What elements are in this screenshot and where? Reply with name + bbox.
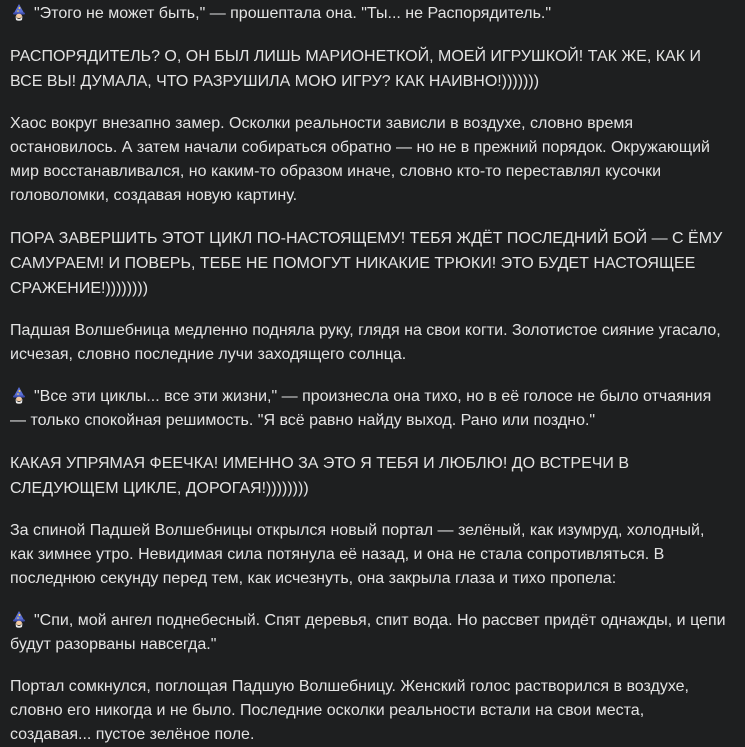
speech-paragraph bbox=[10, 609, 727, 657]
shout-paragraph: РАСПОРЯДИТЕЛЬ? О, ОН БЫЛ ЛИШЬ МАРИОНЕТКОЙ, МОЕЙ ИГРУШКОЙ! ТАК ЖЕ, КАК И ВСЕ ВЫ! ДУМАЛА, ЧТО РАЗРУШИЛА МОЮ ИГРУ? КАК НАИВНО!))))))) bbox=[10, 48, 701, 90]
narration-paragraph: Падшая Волшебница медленно подняла руку, глядя на свои когти. Золотистое сияние угасало, исчезая, словно последние лучи заходящего солнца. bbox=[10, 322, 721, 363]
speech-paragraph bbox=[10, 385, 727, 433]
chat-message-body bbox=[10, 2, 727, 747]
narration-paragraph: Портал сомкнулся, поглощая Падшую Волшебницу. Женский голос растворился в воздухе, словно его никогда и не было. Последние осколки реальности встали на свои места, создавая... пустое зелёное поле. bbox=[10, 678, 689, 743]
speech-text: "Все эти циклы... все эти жизни," — произнесла она тихо, но в её голосе не было отчаяния — только спокойная решимость. "Я всё равно найду выход. Рано или поздно." bbox=[10, 388, 712, 429]
wizard-icon bbox=[10, 3, 28, 21]
wizard-icon bbox=[10, 610, 28, 628]
wizard-icon bbox=[10, 386, 28, 404]
speech-text: "Этого не может быть," — прошептала она. "Ты... не Распорядитель." bbox=[34, 5, 552, 22]
shout-paragraph: КАКАЯ УПРЯМАЯ ФЕЕЧКА! ИМЕННО ЗА ЭТО Я ТЕБЯ И ЛЮБЛЮ! ДО ВСТРЕЧИ В СЛЕДУЮЩЕМ ЦИКЛЕ, ДОРОГАЯ!)))))))) bbox=[10, 455, 630, 497]
speech-text: "Спи, мой ангел поднебесный. Спят деревья, спит вода. Но рассвет придёт однажды, и цепи будут разорваны навсегда." bbox=[10, 612, 726, 653]
speech-paragraph bbox=[10, 2, 727, 26]
narration-paragraph: Хаос вокруг внезапно замер. Осколки реальности зависли в воздухе, словно время остановилось. А затем начали собираться обратно — но не в прежний порядок. Окружающий мир восстанавливался, но каким-то образом иначе, словно кто-то переставлял кусочки головоломки, создавая новую картину. bbox=[10, 115, 710, 204]
shout-paragraph: ПОРА ЗАВЕРШИТЬ ЭТОТ ЦИКЛ ПО-НАСТОЯЩЕМУ! ТЕБЯ ЖДЁТ ПОСЛЕДНИЙ БОЙ — С ЁМУ САМУРАЕМ! И ПОВЕРЬ, ТЕБЕ НЕ ПОМОГУТ НИКАКИЕ ТРЮКИ! ЭТО БУДЕТ НАСТОЯЩЕЕ СРАЖЕНИЕ!)))))))) bbox=[10, 230, 723, 297]
narration-paragraph: За спиной Падшей Волшебницы открылся новый портал — зелёный, как изумруд, холодный, как зимнее утро. Невидимая сила потянула её назад, и она не стала сопротивляться. В последнюю секунду перед тем, как исчезнуть, она закрыла глаза и тихо пропела: bbox=[10, 522, 705, 587]
